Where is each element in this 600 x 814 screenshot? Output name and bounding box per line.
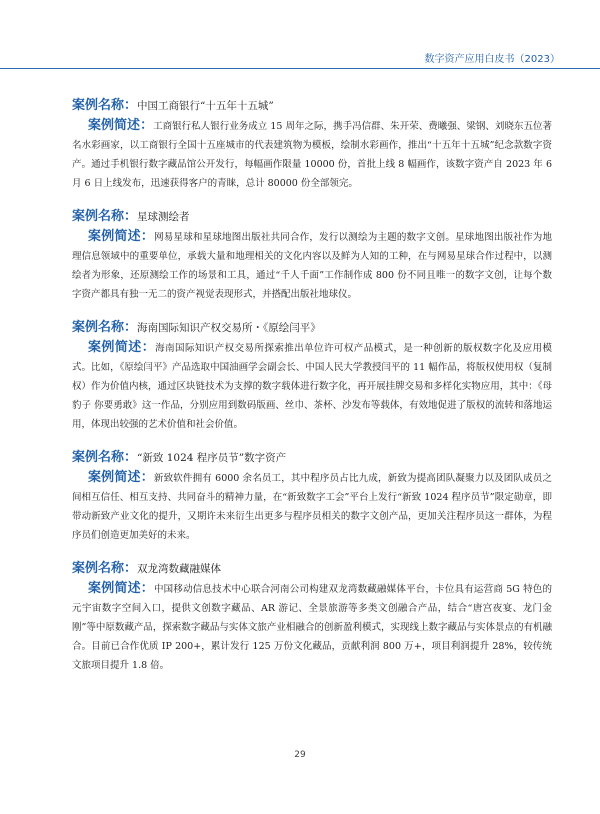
case-block bbox=[72, 559, 552, 675]
case-name-label: 案例名称： bbox=[72, 98, 138, 113]
case-desc-label: 案例简述： bbox=[88, 340, 156, 355]
header-title: 数字资产应用白皮书（2023） bbox=[424, 54, 560, 65]
case-desc: 工商银行私人银行业务成立 15 周年之际，携手冯信群、朱开荣、费曦强、梁钢、刘晓东五位著名水彩画家，以工商银行全国十五座城市的代表建筑物为模板，绘制水彩画作，推出“十五年十五城”纪念款数字资产。通过手机银行数字藏品馆公开发行，每幅画作限量 10000 份，首批上线 8 幅画作，该数字资产自 2023 年 6 月 6 日上线发布，迅速获得客户的青睐，总计 80000 份全部领完。 bbox=[72, 121, 552, 189]
case-desc: 新致软件拥有 6000 余名员工，其中程序员占比九成，新致为提高团队凝聚力以及团队成员之间相互信任、相互支持、共同奋斗的精神力量，在“新致数字工会”平台上发行“新致 1024 程序员节”限定勋章，即带动新致产业文化的提升，又期许未来衍生出更多与程序员相关的数字文创产品，更加关注程序员这一群体，为程序员们创造更加美好的未来。 bbox=[72, 473, 552, 541]
case-list bbox=[72, 96, 552, 689]
case-name-label: 案例名称： bbox=[72, 209, 138, 224]
case-block bbox=[72, 448, 552, 545]
case-name: “新致 1024 程序员节”数字资产 bbox=[137, 452, 287, 464]
case-block bbox=[72, 207, 552, 304]
case-name: 中国工商银行“十五年十五城” bbox=[137, 100, 274, 112]
case-name: 海南国际知识产权交易所・《原绘闫平》 bbox=[137, 322, 321, 334]
case-block bbox=[72, 318, 552, 434]
case-desc: 海南国际知识产权交易所探索推出单位许可权产品模式，是一种创新的版权数字化及应用模式。比如，《原绘闫平》产品选取中国油画学会副会长、中国人民大学教授闫平的 11 幅作品，将版权使用权（复制权）作为价值内核，通过区块链技术为支撑的数字载体进行数字化，再开展挂牌交易和多样化实物应用，其中：《母豹子 你要勇敢》这一作品，分别应用到数码版画、丝巾、茶杯、沙发布等载体，有效地促进了版权的流转和落地运用，体现出较强的艺术价值和社会价值。 bbox=[72, 343, 552, 430]
case-desc-label: 案例简述： bbox=[88, 118, 154, 133]
case-desc: 中国移动信息技术中心联合河南公司构建双龙湾数藏融媒体平台，卡位具有运营商 5G 特色的元宇宙数字空间入口，提供文创数字藏品、AR 游记、全景旅游等多类文创融合产品，结合“唐宫夜宴、龙门金刚”等中原数藏产品，探索数字藏品与实体文旅产业相融合的创新盈利模式，实现线上数字藏品与实体景点的有机融合。目前已合作优质 IP 200+，累计发行 125 万份文化藏品，贡献利润 800 万+，项目利润提升 28%，较传统文旅项目提升 1.8 倍。 bbox=[72, 584, 552, 671]
case-name: 双龙湾数藏融媒体 bbox=[137, 563, 222, 575]
case-desc-label: 案例简述： bbox=[88, 229, 155, 244]
header-rule bbox=[0, 68, 600, 69]
case-name: 星球测绘者 bbox=[137, 211, 190, 223]
case-name-label: 案例名称： bbox=[72, 320, 138, 335]
page-number: 29 bbox=[294, 750, 306, 760]
case-desc-label: 案例简述： bbox=[88, 470, 154, 485]
case-block bbox=[72, 96, 552, 193]
case-name-label: 案例名称： bbox=[72, 450, 138, 465]
case-desc-label: 案例简述： bbox=[88, 581, 154, 596]
case-desc: 网易星球和星球地图出版社共同合作，发行以测绘为主题的数字文创。星球地图出版社作为地理信息领域中的重要单位，承载大量和地理相关的文化内容以及鲜为人知的工种，在与网易星球合作过程中，以测绘者为形象，还原测绘工作的场景和工具，通过“千人千面”工作制作成 800 份不同且唯一的数字文创，让每个数字资产都具有独一无二的资产视觉表现形式，并搭配出版社地球仪。 bbox=[72, 232, 552, 300]
case-name-label: 案例名称： bbox=[72, 561, 138, 576]
